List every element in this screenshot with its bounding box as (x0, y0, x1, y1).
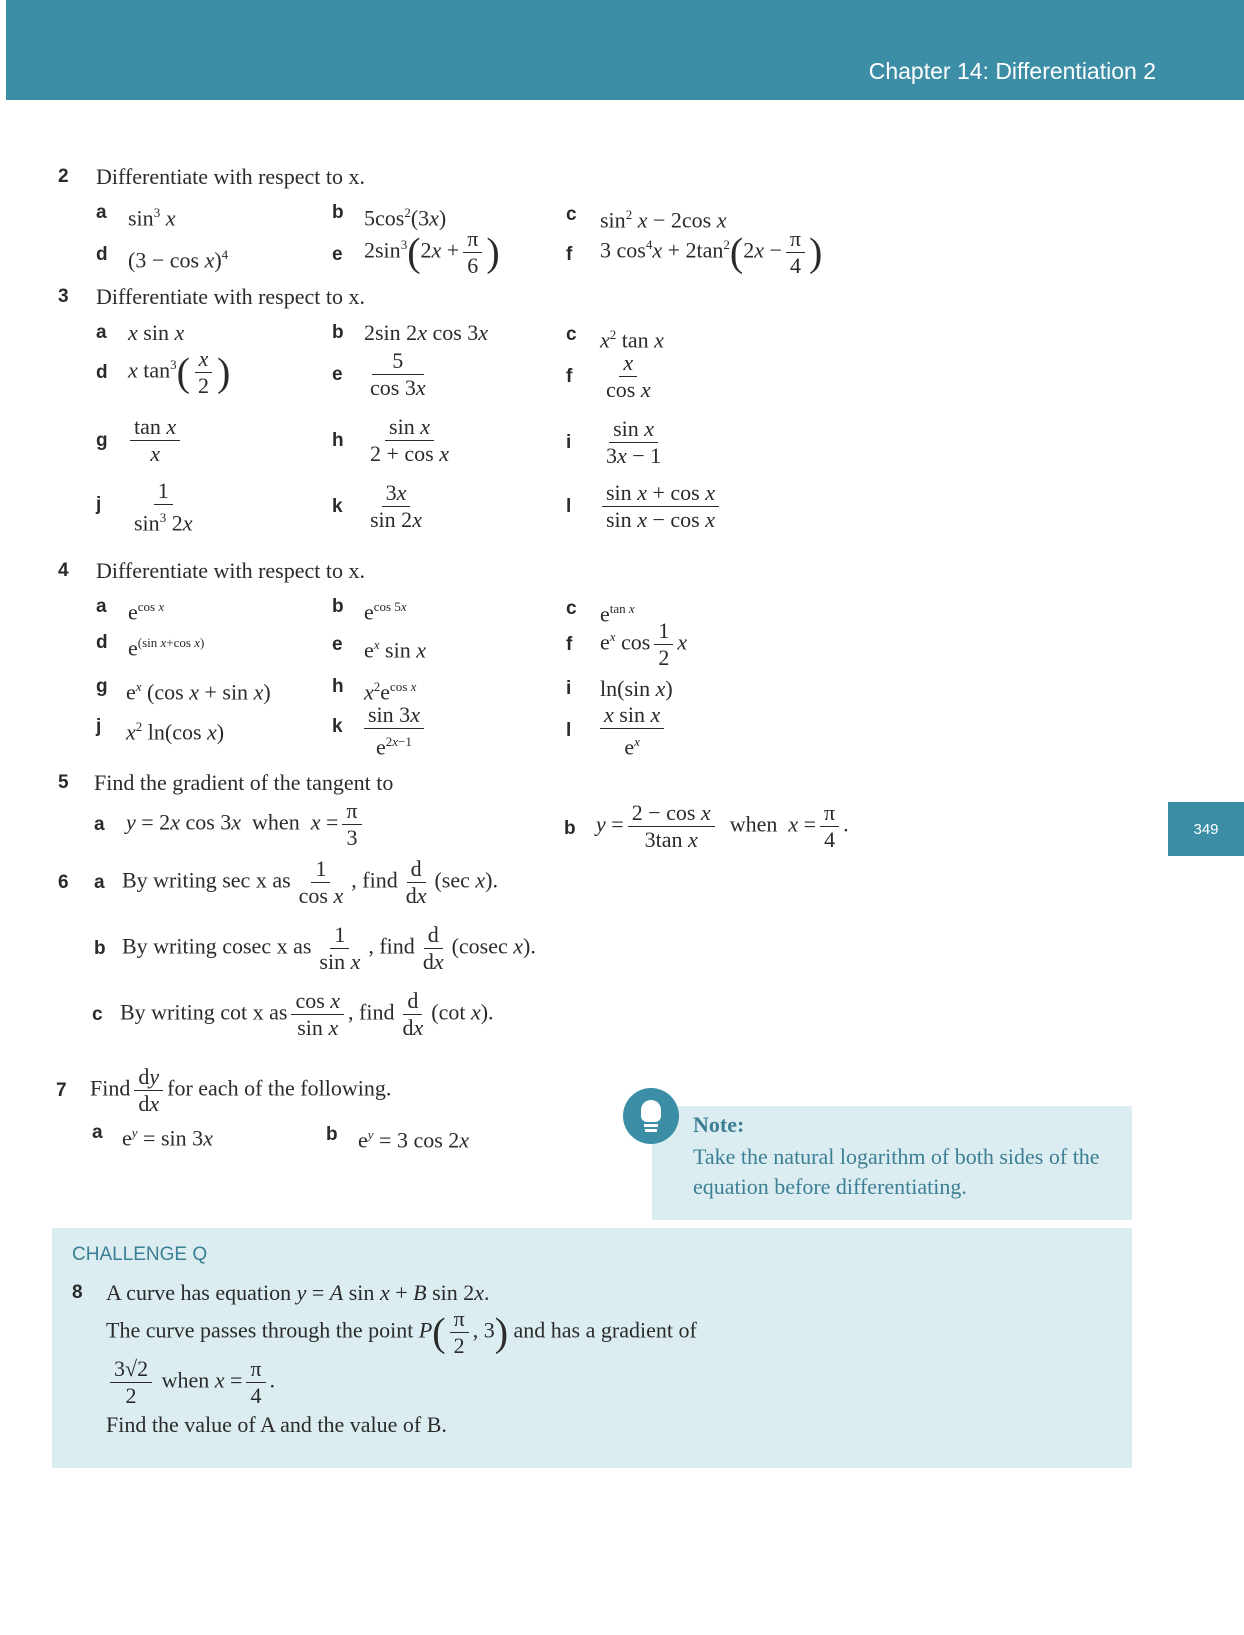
part-label: b (94, 938, 106, 959)
question-prompt: Differentiate with respect to x. (96, 284, 365, 309)
question-number: 2 (58, 166, 69, 187)
note-title: Note: (693, 1112, 745, 1137)
math-expression: $(3 - \cos x)^4$ (128, 247, 229, 273)
math-expression: ln(sin x) (600, 676, 673, 701)
part-label: j (96, 494, 102, 515)
math-expression: x sin x (128, 320, 185, 345)
math-expression: 2sin 2x cos 3x (364, 320, 489, 345)
math-expression: $e^y = 3$ cos 2x (358, 1127, 470, 1153)
math-expression: $\frac{\text{sin x + cos x}}{\text{sin x − cos x}}$ (598, 480, 723, 533)
math-expression: Find $\frac{dy}{dx}$ for each of the following. (90, 1064, 392, 1116)
challenge-title: CHALLENGE Q (72, 1244, 208, 1265)
math-expression: $\frac{\text{sin x}}{\text{2 + cos x}}$ (370, 414, 449, 466)
part-label: f (566, 244, 573, 265)
part-label: c (566, 204, 577, 225)
challenge-line: A curve has equation y = A sin x + B sin 2x. (106, 1280, 490, 1305)
math-expression: $x^2$ ln(cos x) (126, 719, 225, 745)
part-label: b (332, 202, 344, 223)
math-expression: $x^2e^{cos x}$ (364, 679, 417, 705)
part-label: d (96, 362, 108, 383)
part-label: a (94, 814, 105, 835)
note-text: Take the natural logarithm of both sides of the equation before differentiating. (693, 1144, 1100, 1199)
challenge-text: The curve passes through the point (106, 1317, 414, 1343)
part-label: c (566, 324, 577, 345)
part-label: f (566, 366, 573, 387)
q7-rest-text: for each of the following. (167, 1075, 392, 1101)
part-label: h (332, 430, 344, 451)
part-label: l (566, 720, 572, 741)
part-label: h (332, 676, 344, 697)
part-label: k (332, 716, 343, 737)
page-number: 349 (1168, 802, 1244, 856)
math-expression: $\frac{\sin 3x}{e^{2x-1}}$ (360, 702, 428, 760)
chapter-title: Chapter 14: Differentiation 2 (868, 58, 1156, 84)
part-label: e (332, 634, 343, 655)
part-label: b (564, 818, 576, 839)
part-label: l (566, 496, 572, 517)
part-label: e (332, 364, 343, 385)
math-expression: $\frac{3x}{\sin 2x}$ (370, 480, 422, 532)
q6-find-text: , find (368, 933, 415, 959)
part-label: b (332, 322, 344, 343)
math-expression: y = $\frac{\text{2 − cos x}}{\text{3tan x}}$ when x = $\frac{\pi}{4}$ . (596, 800, 849, 852)
math-expression: $\frac{\text{tan x}}{x}$ (126, 414, 184, 467)
challenge-text: and has a gradient of (513, 1317, 697, 1343)
math-expression: $e^x$ cos $\frac{1}{2}$ x (600, 618, 688, 670)
math-expression: $\frac{\text{sin x}}{3x - 1}$ (606, 416, 662, 468)
question-number: 7 (56, 1080, 67, 1101)
math-expression: By writing cosec x as $\frac{1}{\text{sin x}}$ , find $\frac{d}{dx}$ (cosec x). (122, 922, 536, 974)
challenge-line: The curve passes through the point P( $\frac{\pi}{2}$ , 3) and has a gradient of (106, 1306, 697, 1358)
question-number: 5 (58, 772, 69, 793)
q6-part-text: By writing cosec x as (122, 933, 312, 959)
math-expression: By writing cot x as $\frac{\text{cos x}}{\text{sin x}}$ , find $\frac{d}{dx}$ (cot x). (120, 988, 494, 1040)
part-label: b (332, 596, 344, 617)
challenge-line: Find the value of A and the value of B. (106, 1412, 447, 1437)
math-expression: $\sin^2 x - 2\cos$ x (600, 207, 727, 233)
math-expression: $\sin^3 x$ (128, 205, 176, 231)
part-label: a (96, 322, 107, 343)
math-expression: 3 $\cos^4x + 2\tan^2(2x$ − $\frac{\pi}{4}$ ) (600, 226, 823, 278)
part-label: a (94, 872, 105, 893)
math-expression: $2\sin^3(2x$ + $\frac{\pi}{6}$ ) (364, 226, 500, 278)
part-label: c (92, 1004, 103, 1025)
math-expression: $e^x$ (cos x + sin x) (126, 679, 271, 705)
q7-find-text: Find (90, 1075, 131, 1101)
part-label: g (96, 430, 108, 451)
part-label: d (96, 244, 108, 265)
math-expression: $e^{cos x}$ (128, 599, 165, 625)
q6-part-text: By writing cot x as (120, 999, 288, 1025)
math-expression: By writing sec x as $\frac{1}{\text{cos x}}$ , find $\frac{d}{dx}$ (sec x). (122, 856, 498, 908)
part-label: g (96, 676, 108, 697)
challenge-text: A curve has equation (106, 1280, 292, 1305)
challenge-line: $\frac{3√2}{2}$ when x = $\frac{\pi}{4}$ . (106, 1356, 275, 1409)
q6-find-text: , find (351, 867, 398, 893)
question-number: 4 (58, 560, 69, 581)
part-label: c (566, 598, 577, 619)
math-expression: x $\tan^3$( $\frac{x}{2}$ ) (128, 346, 231, 398)
part-label: a (96, 596, 107, 617)
part-label: k (332, 496, 343, 517)
math-expression: $\frac{1}{\sin^3 2x}$ (134, 478, 193, 536)
math-expression: $e^x$ sin x (364, 637, 426, 663)
part-label: i (566, 432, 572, 453)
math-expression: $x^2$ tan x (600, 327, 664, 353)
part-label: i (566, 678, 572, 699)
q6-find-text: , find (348, 999, 395, 1025)
math-expression: $\frac{5}{\cos 3x}$ (370, 348, 426, 400)
math-expression: $e^{(sin x+cos x)}$ (128, 635, 205, 661)
challenge-text: when (161, 1367, 210, 1393)
math-expression: $5\cos^2(3x)$ (364, 205, 447, 231)
part-label: b (326, 1124, 338, 1145)
chapter-header (6, 0, 1244, 100)
part-label: j (96, 716, 102, 737)
question-number: 8 (72, 1282, 83, 1303)
part-label: e (332, 244, 343, 265)
lightbulb-icon (623, 1088, 679, 1144)
part-label: a (92, 1122, 103, 1143)
question-prompt: Differentiate with respect to x. (96, 164, 365, 189)
math-expression: $e^{cos 5x}$ (364, 599, 407, 625)
math-expression: $e^y = \sin 3x$ (122, 1125, 213, 1151)
math-expression: $e^{tan x}$ (600, 601, 635, 627)
math-expression: $\frac{x}{\text{cos x}}$ (606, 350, 651, 402)
part-label: a (96, 202, 107, 223)
part-label: f (566, 634, 573, 655)
math-expression: y = 2x cos 3x when x = $\frac{\pi}{3}$ (126, 798, 366, 851)
q6-part-text: By writing sec x as (122, 867, 291, 893)
question-prompt: Find the gradient of the tangent to (94, 770, 394, 795)
question-prompt: Differentiate with respect to x. (96, 558, 365, 583)
question-number: 3 (58, 286, 69, 307)
part-label: d (96, 632, 108, 653)
math-expression: $\frac{\text{x sin x}}{e^x}$ (596, 702, 668, 760)
question-number: 6 (58, 872, 69, 893)
